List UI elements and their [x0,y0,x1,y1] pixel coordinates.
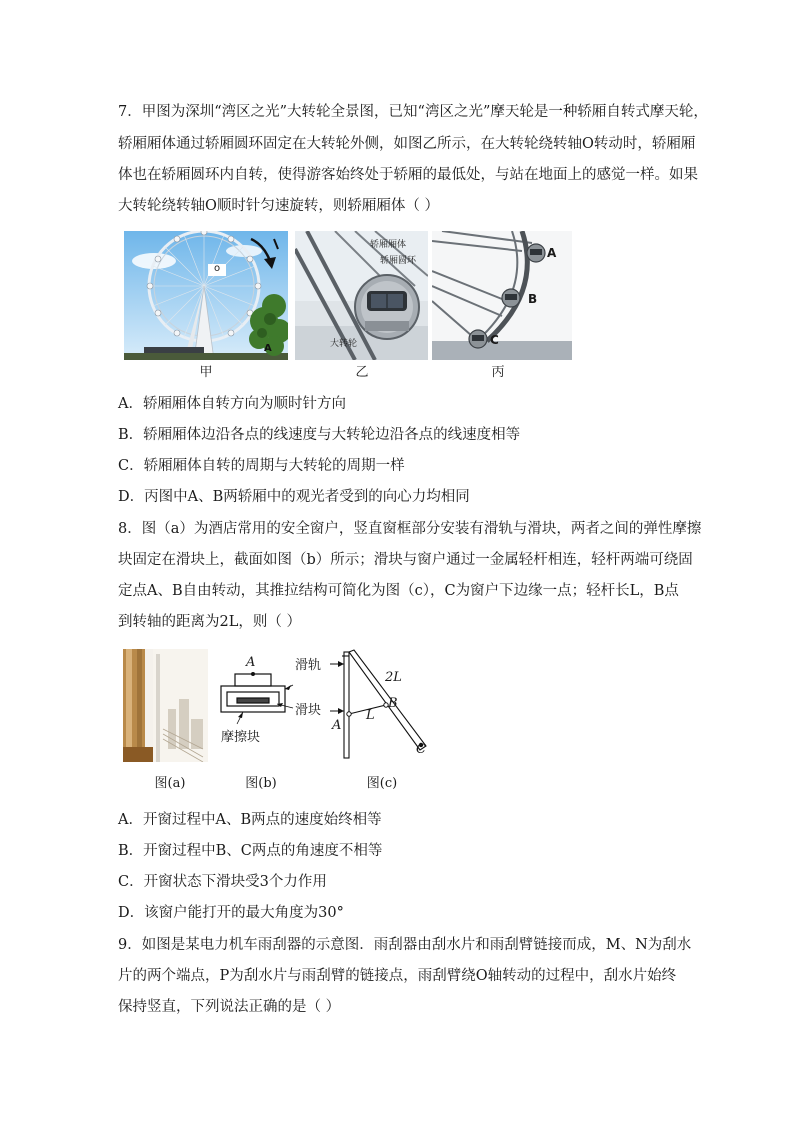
figure-bing-cabins [432,231,572,360]
yi-label-body: 轿厢厢体 [370,240,407,250]
q9-line-3: 保持竖直，下列说法正确的是（ ） [118,999,341,1015]
q7-line-1: 7．甲图为深圳“湾区之光”大转轮全景图，已知“湾区之光”摩天轮是一种轿厢自转式摩天轮， [118,104,708,120]
q8-option-b[interactable]: B．开窗过程中B、C两点的角速度不相等 [118,843,383,859]
q8-line-2: 块固定在滑块上，截面如图（b）所示；滑块与窗户通过一金属轻杆相连，轻杆两端可绕固 [118,552,693,568]
figure-a-window-photo [123,649,208,762]
q8-option-d[interactable]: D．该窗户能打开的最大角度为30° [118,905,344,921]
q7-option-d[interactable]: D．丙图中A、B两轿厢中的观光者受到的向心力均相同 [118,489,470,505]
q8-line-1: 8．图（a）为酒店常用的安全窗户，竖直窗框部分安装有滑轨与滑块，两者之间的弹性摩擦 [118,521,702,537]
figure-yi-cabin-closeup [295,231,428,360]
figure-b-cross-section [215,652,330,747]
q8-line-4: 到转轴的距离为2L，则（ ） [118,614,301,630]
c-label-a: A [332,718,342,733]
q9-line-1: 9．如图是某电力机车雨刮器的示意图．雨刮器由刮水片和雨刮臂链接而成，M、N为刮水 [118,937,692,953]
jia-label-a: A [264,343,272,354]
figure-jia-ferris-wheel-photo [124,231,288,360]
figure-c-linkage [330,648,430,760]
caption-jia: 甲 [199,365,213,380]
jia-label-o: o [214,263,221,274]
q7-option-b[interactable]: B．轿厢厢体边沿各点的线速度与大转轮边沿各点的线速度相等 [118,427,521,443]
b-label-a: A [246,655,256,670]
c-label-b: B [388,696,398,711]
c-label-2l: 2L [385,670,402,685]
caption-yi: 乙 [355,365,369,380]
b-label-friction: 摩擦块 [221,730,261,745]
q7-option-a[interactable]: A．轿厢厢体自转方向为顺时针方向 [118,396,346,412]
bing-label-c: C [490,333,499,347]
q9-line-2: 片的两个端点，P为刮水片与雨刮臂的链接点，雨刮臂绕O轴转动的过程中，刮水片始终 [118,968,677,984]
q7-line-4: 大转轮绕转轴O顺时针匀速旋转，则轿厢厢体（ ） [118,198,439,214]
q7-line-3: 体也在轿厢圆环内自转，使得游客始终处于轿厢的最低处，与站在地面上的感觉一样。如果 [118,167,698,183]
q7-option-c[interactable]: C．轿厢厢体自转的周期与大转轮的周期一样 [118,458,405,474]
yi-label-wheel: 大转轮 [330,339,358,349]
caption-b: 图(b) [245,776,277,791]
c-label-l: L [366,708,375,723]
q8-option-a[interactable]: A．开窗过程中A、B两点的速度始终相等 [118,812,382,828]
q8-line-3: 定点A、B自由转动，其推拉结构可简化为图（c），C为窗户下边缘一点；轻杆长L，B点 [118,583,679,599]
bing-label-a: A [547,246,557,260]
q7-line-2: 轿厢厢体通过轿厢圆环固定在大转轮外侧，如图乙所示，在大转轮绕转轴O转动时，轿厢厢 [118,136,696,152]
b-label-slider: 滑块 [295,703,322,718]
bing-label-b: B [528,292,538,306]
c-label-c: C [416,742,426,757]
caption-c: 图(c) [366,776,398,791]
yi-label-ring: 轿厢圆环 [380,256,417,266]
caption-a: 图(a) [154,776,186,791]
q8-option-c[interactable]: C．开窗状态下滑块受3个力作用 [118,874,327,890]
b-label-rail: 滑轨 [295,658,322,673]
caption-bing: 丙 [491,365,505,380]
